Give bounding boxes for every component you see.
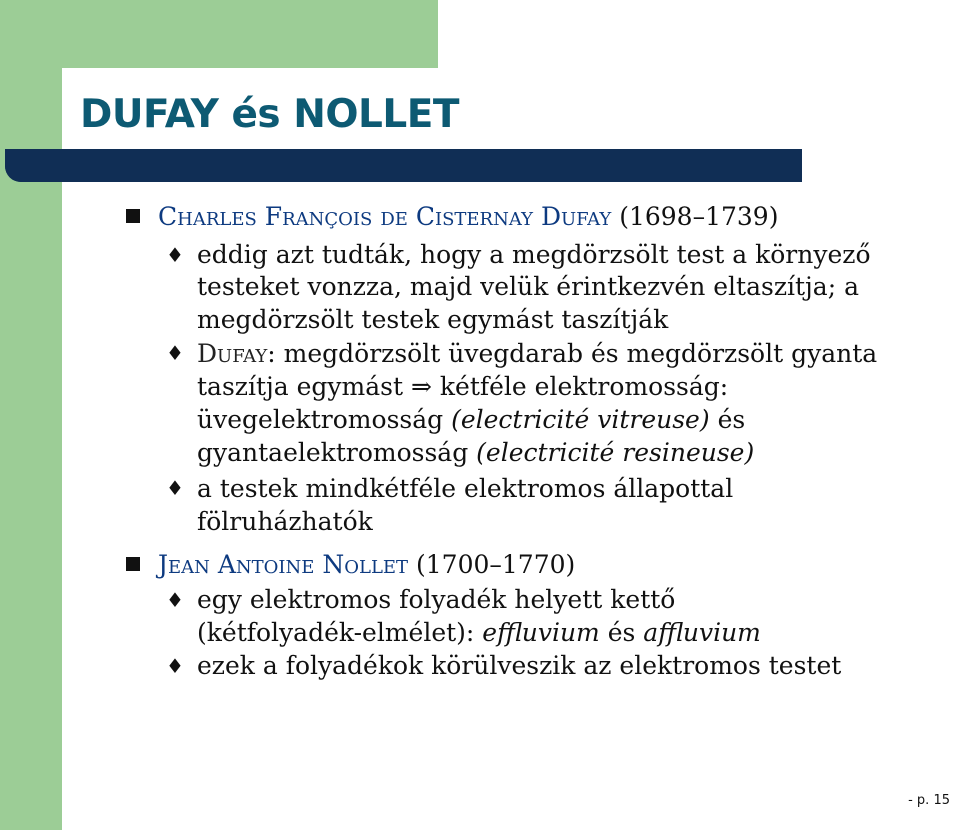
diamond-bullet-icon: ♦ xyxy=(166,243,184,267)
bullet2-line4 xyxy=(197,436,754,469)
title-underline-bar xyxy=(5,149,802,182)
effluvium-term: effluvium xyxy=(482,618,600,647)
bullet2-line1 xyxy=(197,337,877,370)
bullet2-line2-text: taszítja egymást xyxy=(197,372,404,401)
bullet2-line1-text: : megdörzsölt üvegdarab és megdörzsölt gyanta xyxy=(267,339,878,368)
conjunction: és xyxy=(607,618,636,647)
bullet3-line2: fölruházhatók xyxy=(197,507,373,536)
affluvium-term: affluvium xyxy=(643,618,761,647)
bullet3-line1: a testek mindkétféle elektromos állapottal xyxy=(197,474,734,503)
diamond-bullet-icon: ♦ xyxy=(166,588,184,612)
green-left-band xyxy=(0,0,62,830)
s2-bullet2-line1: ezek a folyadékok körülveszik az elektromos testet xyxy=(197,651,842,680)
section2-name: Jean Antoine Nollet xyxy=(158,550,409,579)
bullet1-line3: megdörzsölt testek egymást taszítják xyxy=(197,305,669,334)
implies-arrow-icon: ⇒ xyxy=(410,372,432,401)
square-bullet-icon xyxy=(126,557,140,571)
bullet2-line3 xyxy=(197,403,745,436)
page-number: - p. 15 xyxy=(908,793,950,808)
dufay-name: Dufay xyxy=(197,339,268,368)
resineuse-term: (electricité resineuse) xyxy=(476,438,755,467)
diamond-bullet-icon: ♦ xyxy=(166,476,184,500)
section1-name: Charles François de Cisternay Dufay xyxy=(158,202,612,231)
s2-bullet1-line1: egy elektromos folyadék helyett kettő xyxy=(197,585,676,614)
diamond-bullet-icon: ♦ xyxy=(166,654,184,678)
green-top-band xyxy=(0,0,438,68)
section1-heading xyxy=(158,200,778,233)
section2-years: (1700–1770) xyxy=(416,550,576,579)
square-bullet-icon xyxy=(126,209,140,223)
uveg-term: üvegelektromosság xyxy=(197,405,444,434)
bullet1-line1: eddig azt tudták, hogy a megdörzsölt test a környező xyxy=(197,240,871,269)
s2-bullet1-line2 xyxy=(197,616,761,649)
gyanta-term: gyantaelektromosság xyxy=(197,438,469,467)
vitreuse-term: (electricité vitreuse) xyxy=(451,405,710,434)
slide-title: DUFAY és NOLLET xyxy=(80,92,459,137)
bullet1-line2: testeket vonzza, majd velük érintkezvén eltaszítja; a xyxy=(197,272,859,301)
bullet2-line2-text-b: kétféle elektromosság: xyxy=(439,372,729,401)
section2-heading xyxy=(158,548,575,581)
bullet2-line2 xyxy=(197,370,728,403)
diamond-bullet-icon: ♦ xyxy=(166,341,184,365)
conjunction: és xyxy=(717,405,746,434)
ketfolyadek-term: (kétfolyadék-elmélet): xyxy=(197,618,475,647)
section1-years: (1698–1739) xyxy=(619,202,779,231)
